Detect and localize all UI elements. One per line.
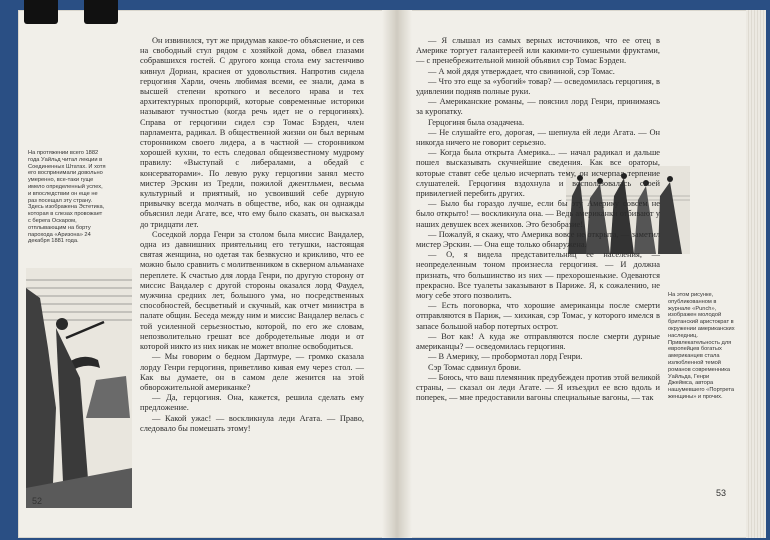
book-spread — [18, 10, 766, 538]
right-paragraph: — Боюсь, что ваш племянник предубежден против этой великой страны, — сказал он леди Агате. — Я изъездил ее всю вдоль и поперек, — мне предоставили вагоны специальные вагоны, — так — [416, 372, 660, 403]
right-page-number: 53 — [716, 488, 727, 498]
binder-clip — [24, 0, 58, 24]
right-paragraph: Сэр Томас сдвинул брови. — [428, 362, 522, 372]
right-paragraph: — В Америку, — пробормотал лорд Генри. — [428, 352, 583, 362]
right-paragraph: — Американские романы, — пояснил лорд Генри, принимаясь за куропатку. — [416, 97, 660, 117]
right-paragraph: — Когда была открыта Америка... — начал радикал и дальше пошел высказывать скучнейшие сведения. Как все ораторы, которые ставят себе целью исчерпать тему, он исчерпал терпение слушателей. Герцогиня вздохнула и воспользовалась своей привилегией перебить других. — [416, 148, 660, 199]
right-paragraph: Герцогиня была озадачена. — [428, 117, 525, 127]
right-paragraph: — Вот как! А куда же отправляются после смерти дурные американцы? — осведомилась герцогиня. — [416, 331, 660, 352]
aesthetic-illustration — [26, 268, 132, 508]
right-paragraph: — Не слушайте его, дорогая, — шепнула ей леди Агата. — Он никогда ничего не говорит серьезно. — [416, 127, 660, 148]
left-paragraph: — Да, герцогиня. Она, кажется, решила сделать ему предложение. — [140, 393, 364, 413]
book-gutter — [382, 10, 412, 538]
left-paragraph: — Мы говорим о бедном Дартмуре, — громко сказала лорду Генри герцогиня, приветливо кивая ему через стол. — Как вы думаете, он в самом деле женится на этой обворожительной американке? — [140, 352, 364, 392]
right-paragraph: — Есть поговорка, что хорошие американцы после смерти отправляются в Париж, — хихикая, сэр Томас, у которого имелся в запасе большой набор потертых острот. — [416, 301, 660, 331]
left-text-column — [140, 36, 364, 434]
right-paragraph: — Пожалуй, я скажу, что Америка вовсе не открыта, — заметил мистер Эрскин. — Она еще только обнаружена. — [416, 229, 660, 250]
left-paragraph: Соседкой лорда Генри за столом была миссис Вандалер, одна из давнишних приятельниц его тетушки, настоящая святая женщина, но одетая так безвкусно и крикливо, что ее можно было сравнить с молитвенником в скверном альманахе переплете. К счастью для лорда Генри, по другую сторону от миссис Вандалер с другой стороны оказался лорд Фаудел, мужчина средних лет, большого ума, но посредственных способностей, бесцветный и скучный, как отчет министра в палате общин. Беседа между ним и миссис Вандалер велась с той усиленной серьезностью, которой, по его же словам, непозволительно грешат все добродетельные люди и от которой никто из них никак не может вполне освободиться. — [140, 229, 364, 352]
right-text-column — [416, 36, 660, 403]
left-page-number: 52 — [32, 496, 43, 506]
left-paragraph: — Какой ужас! — воскликнула леди Агата. — Право, следовало бы помешать этому! — [140, 413, 364, 433]
left-paragraph: Он извинился, тут же придумав какое-то объяснение, и сев на свободный стул рядом с хозяйкой дома, обвел глазами собравшихся гостей. С другого конца стола ему застенчиво кивнул Дориан, краснея от удовольствия. Напротив сидела герцогиня Харли, очень любимая всеми, ее знали, дама в высшей степени кроткого и веселого нрава и тех архитектурных пропорций, которые современные историки называют тучностью (когда речь идет не о герцогинях). Справа от герцогини сидел сэр Томас Бэрден, член парламента, радикал. В общественной жизни он был верным сторонником своего лидера, а в частной — сторонником хорошей кухни, то есть следовал общеизвестному мудрому правилу: «Выступай с либералами, а обедай с консерваторами». По левую руку герцогини занял место мистер Эрскин из Тредли, пожилой джентльмен, весьма культурный и приятный, но усвоивший себе дурную привычку всегда молчать в обществе, ибо, как он однажды объяснил леди Агате, все, что ему было сказать, он высказал до тридцати лет. — [140, 36, 364, 229]
right-paragraph: — А мой дядя утверждает, что свининой, сэр Томас. — [428, 66, 615, 76]
right-paragraph: — Я слышал из самых верных источников, что ее отец в Америке торгует галантереей или какими-то сушеными фруктами, — с пренебрежительной миной объявил сэр Томас Бэрден. — [416, 36, 660, 66]
right-paragraph: — О, я видела представительниц ее населения, — неопределенным тоном произнесла герцогиня. — И должна признать, что большинство из них — прехорошенькие. Одеваются прекрасно. Все туалеты заказывают в Париже. Я, к сожалению, не могу себе этого позволить. — [416, 250, 660, 301]
right-paragraph: — Было бы гораздо лучше, если бы эту Америку совсем не было открыто! — воскликнула она. — Ведь американки отбивают у наших девушек всех женихов. Это безобразие! — [416, 199, 660, 229]
binder-clip — [84, 0, 118, 24]
page-edges — [746, 10, 766, 538]
right-paragraph: — Что это еще за «убогий» товар? — осведомилась герцогиня, в удивлении подняв полные руки. — [416, 76, 660, 97]
left-caption: На протяжении всего 1882 года Уайльд читал лекции в Соединенных Штатах. И хотя его воспринимали довольно умеренно, все-таки гуще имело определенный успех, и впоследствии он еще не раз посещал эту страну. Здесь изображена Эстетика, которая в слезах провожает с берега Оскаром, отплывающим на борту парохода «Аризона» 24 декабря 1881 года. — [28, 150, 106, 245]
right-caption: На этом рисунке, опубликованном в журнале «Punch», изображен молодой британский аристократ в окружении американских наследниц. Привлекательность для европейцев богатых американцев стала излюбленной темой романов современника Уайльда, Генри Джеймса, автора нашумевшего «Портрета женщины» и прочих. — [668, 292, 735, 400]
